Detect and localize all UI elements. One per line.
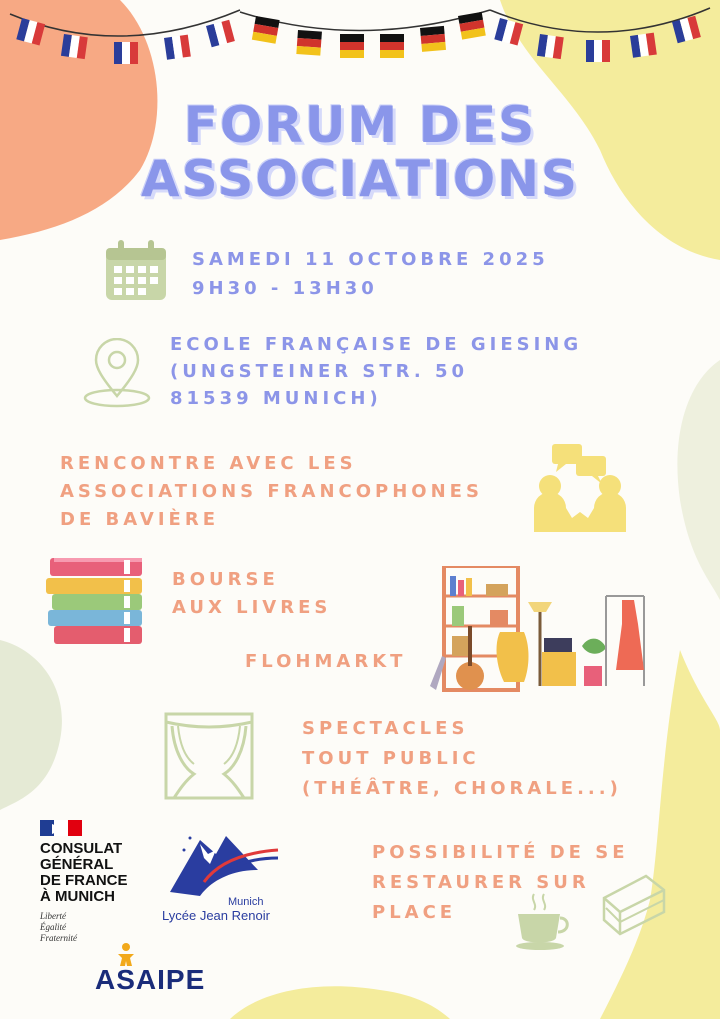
meeting-line-3: DE BAVIÈRE: [60, 509, 220, 530]
coffee-cup-icon: [512, 892, 572, 952]
calendar-icon: [104, 240, 168, 302]
shows-line-2: TOUT PUBLIC: [302, 748, 480, 769]
meeting-icon: [532, 442, 628, 534]
food-info: [372, 838, 629, 928]
location-line-3: 81539 MUNICH): [170, 388, 382, 409]
meeting-line-2: ASSOCIATIONS FRANCOPHONES: [60, 481, 483, 502]
motto-egalite: Égalité: [40, 922, 66, 932]
lycee-name: Lycée Jean Renoir: [162, 908, 270, 923]
event-date: [192, 245, 549, 303]
meeting-line-1: RENCONTRE AVEC LES: [60, 453, 357, 474]
shows-line-1: SPECTACLES: [302, 718, 469, 739]
flag-bunting: [0, 0, 720, 80]
books-icon: [46, 552, 150, 652]
motto-fraternite: Fraternité: [40, 933, 77, 943]
shows: [302, 714, 622, 804]
location-line-2: (UNGSTEINER STR. 50: [170, 361, 468, 382]
book-fair-line-2: AUX LIVRES: [172, 597, 332, 618]
republic-motto: [40, 911, 77, 944]
asaipe-figure-icon: [116, 942, 136, 966]
consulat-line-2: GÉNÉRAL: [40, 856, 114, 873]
location-pin-icon: [82, 338, 152, 408]
flea-market-label: FLOHMARKT: [245, 651, 407, 672]
title-line-2: ASSOCIATIONS: [140, 150, 580, 208]
motto-liberte: Liberté: [40, 911, 66, 921]
event-time-line: 9H30 - 13H30: [192, 278, 378, 299]
book-fair: [172, 566, 331, 622]
theater-curtain-icon: [164, 712, 254, 800]
lycee-city: Munich: [228, 896, 264, 908]
event-date-line: SAMEDI 11 OCTOBRE 2025: [192, 249, 549, 270]
consulat-logo-text: [40, 841, 128, 905]
food-line-3: PLACE: [372, 902, 457, 923]
title-line-1: FORUM DES: [183, 96, 537, 154]
flea-market-icon: [430, 566, 650, 692]
consulat-line-4: À MUNICH: [40, 888, 115, 905]
food-line-2: RESTAURER SUR: [372, 872, 590, 893]
food-line-1: POSSIBILITÉ DE SE: [372, 842, 629, 863]
asaipe-logo: ASAIPE: [95, 964, 206, 995]
location-line-1: ECOLE FRANÇAISE DE GIESING: [170, 334, 583, 355]
lycee-jean-renoir-logo: [160, 830, 280, 900]
cake-icon: [600, 872, 668, 938]
event-location: [170, 331, 582, 412]
republique-francaise-logo: [40, 820, 84, 838]
book-fair-line-1: BOURSE: [172, 569, 279, 590]
meeting-associations: [60, 450, 483, 534]
consulat-line-3: DE FRANCE: [40, 872, 128, 889]
shows-line-3: (THÉÂTRE, CHORALE...): [302, 778, 622, 799]
german-flag-bunting: [252, 12, 486, 58]
consulat-line-1: CONSULAT: [40, 840, 123, 857]
